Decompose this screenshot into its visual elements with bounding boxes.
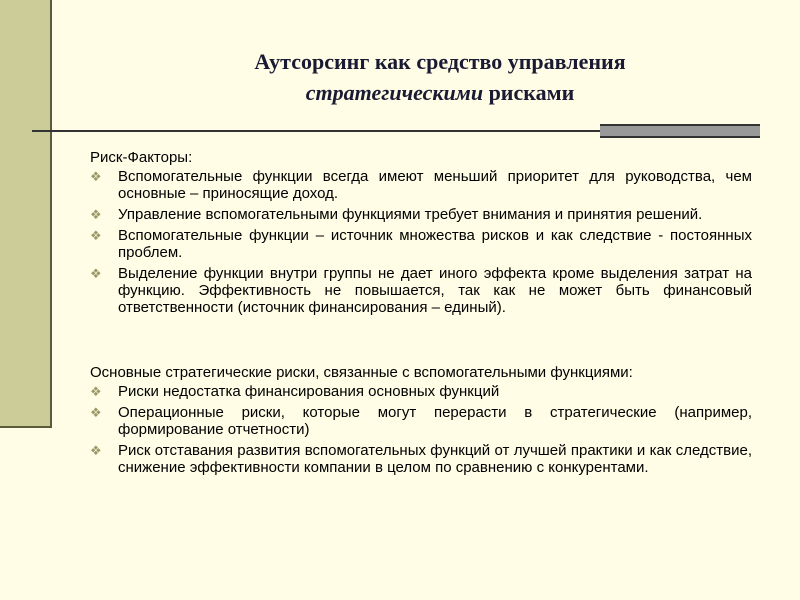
title-line-1: Аутсорсинг как средство управления	[254, 49, 626, 74]
diamond-bullet-icon: ❖	[90, 207, 102, 222]
diamond-bullet-icon: ❖	[90, 228, 102, 243]
title-line-2	[90, 77, 790, 108]
slide-title	[90, 46, 790, 108]
title-italic-word: стратегическими	[305, 80, 484, 105]
list-item: ❖ Риск отставания развития вспомогательных функций от лучшей практики и как следствие, снижение эффективности компании в целом по сравнению с конкурентами.	[90, 442, 752, 476]
risk-factors-list	[90, 168, 752, 316]
list-item: ❖ Управление вспомогательными функциями требует внимания и принятия решений.	[90, 206, 703, 223]
slide-body	[90, 149, 752, 480]
diamond-bullet-icon: ❖	[90, 405, 102, 420]
list-item: ❖ Вспомогательные функции всегда имеют меньший приоритет для руководства, чем основные – приносящие доход.	[90, 168, 752, 202]
decorative-side-bar	[0, 0, 52, 428]
diamond-bullet-icon: ❖	[90, 443, 102, 458]
strategic-risks-list	[90, 383, 752, 476]
diamond-bullet-icon: ❖	[90, 384, 102, 399]
title-rest: рисками	[483, 80, 575, 105]
list-item: ❖ Выделение функции внутри группы не дает иного эффекта кроме выделения затрат на функцию. Эффективность не повышается, так как не может быть финансовый ответственности (источник финансирования – единый).	[90, 265, 752, 316]
list-item: ❖ Операционные риски, которые могут перерасти в стратегические (например, формирование отчетности)	[90, 404, 752, 438]
diamond-bullet-icon: ❖	[90, 169, 102, 184]
diamond-bullet-icon: ❖	[90, 266, 102, 281]
strategic-risks-heading: Основные стратегические риски, связанные с вспомогательными функциями:	[90, 364, 633, 381]
list-item: ❖ Вспомогательные функции – источник множества рисков и как следствие - постоянных проблем.	[90, 227, 752, 261]
risk-factors-heading: Риск-Факторы:	[90, 149, 193, 166]
title-divider-line	[32, 130, 600, 132]
title-divider-block	[600, 124, 760, 138]
list-item: ❖ Риски недостатка финансирования основных функций	[90, 383, 500, 400]
